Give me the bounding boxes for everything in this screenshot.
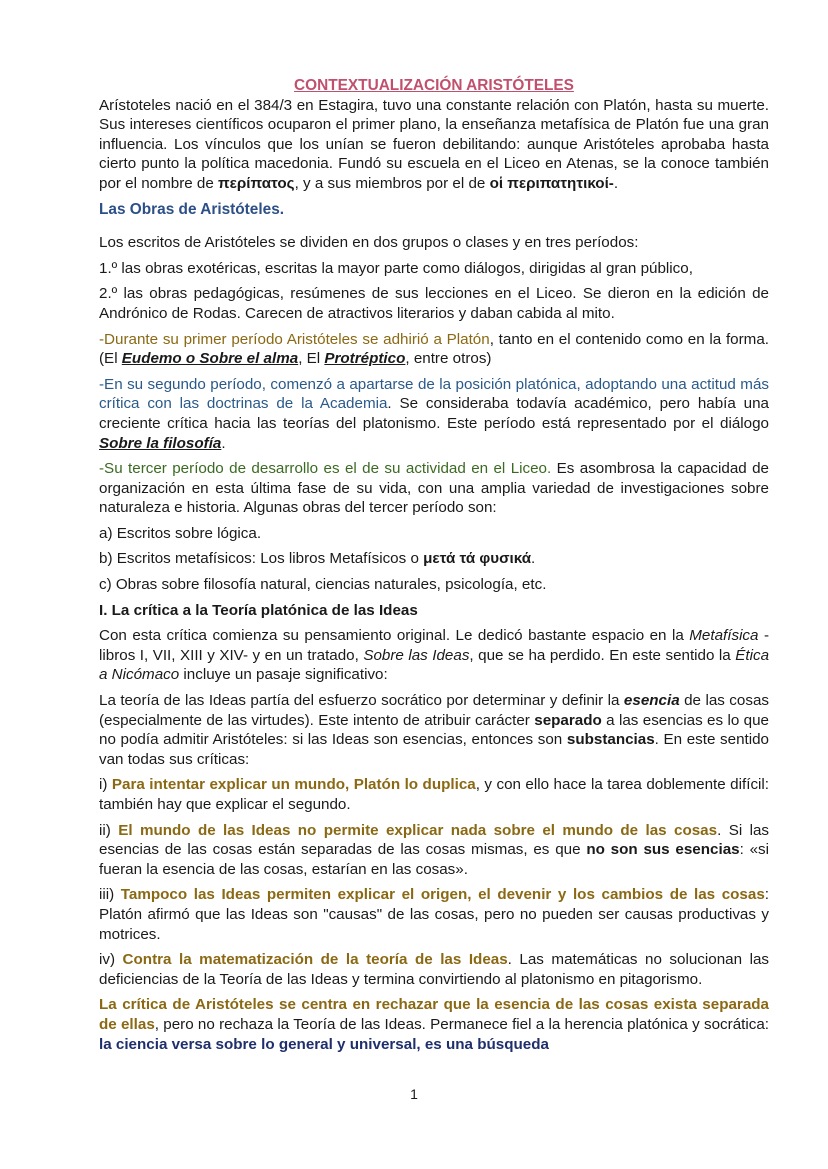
period-2-paragraph [99, 375, 769, 453]
period-1-text-1: , tanto en el contenido como en la forma. (El [99, 330, 769, 368]
critica-p1-text-1: Con esta crítica comienza su pensamiento original. Le dedicó bastante espacio en la [99, 627, 690, 645]
conclusion-highlight: La crítica de Aristóteles se centra en rechazar que la esencia de las cosas exista separada de ellas [99, 996, 769, 1033]
term-substancias: substancias [566, 731, 655, 749]
critique-iii-highlight: Tampoco las Ideas permiten explicar el origen, el devenir y los cambios de las cosas [120, 886, 765, 904]
intro-text-1: Arístoteles nació en el 384/3 en Estagira, tuvo una constante relación con Platón, hasta su muerte. Sus intereses científicos ocuparon el primer plano, la enseñanza metafísica de Platón fue una gran influencia. Los vínculos que los unían se fueron debilitando: aunque Aristóteles aprobaba hasta cierto punto la política macedonia. Fundó su escuela en el Liceo en Atenas, se la conoce también por el nombre de [99, 96, 769, 192]
critica-p2-text-4: . En este sentido van todas sus críticas: [99, 731, 770, 768]
period-2-text-2: . [221, 434, 226, 452]
critique-iii-text: : Platón afirmó que las Ideas son "causas" de las cosas, pero no pueden ser causas productivas y motrices. [99, 886, 770, 943]
works-list-b-end: . [531, 550, 536, 568]
obras-paragraph-2: 1.º las obras exotéricas, escritas la mayor parte como diálogos, dirigidas al gran público, [99, 259, 693, 277]
critica-p1-text-4: incluye un pasaje significativo: [179, 666, 388, 684]
critique-i-highlight: Para intentar explicar un mundo, Platón lo duplica [111, 776, 476, 794]
work-sobre-las-ideas: Sobre las Ideas [363, 646, 470, 664]
obras-heading: Las Obras de Aristóteles. [99, 200, 285, 218]
critica-p2-text-3: a las esencias es lo que no podía admitir Aristóteles: si las Ideas son esencias, entonces son [99, 711, 769, 749]
works-list-b [99, 549, 769, 569]
critique-ii-highlight: El mundo de las Ideas no permite explicar nada sobre el mundo de las cosas [118, 821, 718, 839]
period-3-text-1: Es asombrosa la capacidad de organización en esta última fase de su vida, con una amplia variedad de investigaciones sobre naturaleza e historia. Algunas obras del tercer período son: [99, 460, 769, 517]
page-number: 1 [410, 1086, 418, 1102]
works-list-a: a) Escritos sobre lógica. [99, 524, 262, 542]
work-etica-a-nicomaco: Ética a Nicómaco [99, 646, 770, 684]
critica-p1-text-3: , que se ha perdido. En este sentido la [469, 646, 736, 664]
work-metafisica: Metafísica [689, 627, 759, 645]
critique-iv [99, 950, 769, 989]
critique-ii-marker: ii) [99, 821, 119, 839]
critica-paragraph-1 [99, 626, 769, 685]
document-page [99, 76, 769, 1060]
term-esencia: esencia [623, 692, 680, 710]
period-2-highlight: -En su segundo período, comenzó a apartarse de la posición platónica, adoptando una actitud más crítica con las doctrinas de la Academia [99, 375, 769, 413]
period-1-text-2: , El [298, 350, 325, 368]
critique-iv-text: . Las matemáticas no solucionan las deficiencias de la Teoría de las Ideas y termina convirtiendo al platonismo en pitagorismo. [99, 951, 769, 988]
critique-iv-marker: iv) [99, 951, 123, 969]
critique-iv-highlight: Contra la matematización de la teoría de las Ideas [122, 951, 508, 969]
critica-conclusion [99, 995, 769, 1054]
critica-p1-text-2: -libros I, VII, XIII y XIV- y en un tratado, [99, 627, 770, 664]
period-3-highlight: -Su tercer período de desarrollo es el de su actividad en el Liceo. [99, 460, 552, 478]
critique-i [99, 775, 769, 814]
work-sobre-la-filosofia: Sobre la filosofía [99, 434, 222, 452]
critique-iii-marker: iii) [99, 886, 121, 904]
critica-p2-text-1: La teoría de las Ideas partía del esfuerzo socrático por determinar y definir la [99, 692, 624, 710]
greek-meta-ta-physika: μετά τά φυσικά [423, 550, 532, 568]
period-1-text-3: , entre otros) [405, 350, 492, 368]
conclusion-text: , pero no rechaza la Teoría de las Ideas. Permanece fiel a la herencia platónica y socrática: [154, 1015, 769, 1033]
critica-heading: I. La crítica a la Teoría platónica de las Ideas [99, 601, 418, 619]
term-no-son-sus-esencias: no son sus esencias [586, 841, 740, 859]
critique-ii [99, 821, 769, 880]
critique-ii-text-1: . Si las esencias de las cosas están separadas de las cosas mismas, es que [99, 821, 770, 859]
period-2-text-1: . Se consideraba todavía académico, pero había una creciente crítica hacia las teorías del platonismo. Este período está representado por el diálogo [99, 395, 769, 432]
intro-text-2: , y a sus miembros por el de [294, 174, 490, 192]
works-list-c: c) Obras sobre filosofía natural, ciencias naturales, psicología, etc. [99, 576, 547, 594]
obras-paragraph-3: 2.º las obras pedagógicas, resúmenes de sus lecciones en el Liceo. Se dieron en la edición de Andrónico de Rodas. Carecen de atractivos literarios y daban cabida al mito. [99, 285, 769, 322]
critique-ii-text-2: : «si fueran la esencia de las cosas, estarían en las cosas». [99, 841, 770, 878]
term-separado: separado [534, 711, 602, 729]
work-eudemo: Eudemo o Sobre el alma [121, 350, 299, 368]
intro-paragraph [99, 96, 769, 194]
period-1-paragraph [99, 330, 769, 369]
page-title: CONTEXTUALIZACIÓN ARISTÓTELES [294, 77, 574, 94]
work-protreptico: Protréptico [324, 350, 406, 368]
greek-peripatos: περίπατος [218, 174, 295, 192]
critique-iii [99, 885, 769, 944]
period-1-highlight: -Durante su primer período Aristóteles se adhirió a Platón [99, 330, 490, 348]
conclusion-navy-highlight: la ciencia versa sobre lo general y universal, es una búsqueda [99, 1035, 549, 1053]
greek-peripatetikoi: οἱ περιπατητικοί- [489, 174, 614, 192]
works-list-b-text: b) Escritos metafísicos: Los libros Metafísicos o [99, 550, 424, 568]
obras-paragraph-1: Los escritos de Aristóteles se dividen en dos grupos o clases y en tres períodos: [99, 234, 639, 252]
critique-i-marker: i) [99, 776, 112, 794]
critique-i-text: , y con ello hace la tarea doblemente difícil: también hay que explicar el segundo. [99, 776, 770, 813]
critica-p2-text-2: de las cosas (especialmente de las virtudes). Este intento de atribuir carácter [99, 692, 769, 729]
intro-text-3: . [613, 174, 619, 192]
critica-paragraph-2 [99, 691, 769, 769]
period-3-paragraph [99, 459, 769, 518]
